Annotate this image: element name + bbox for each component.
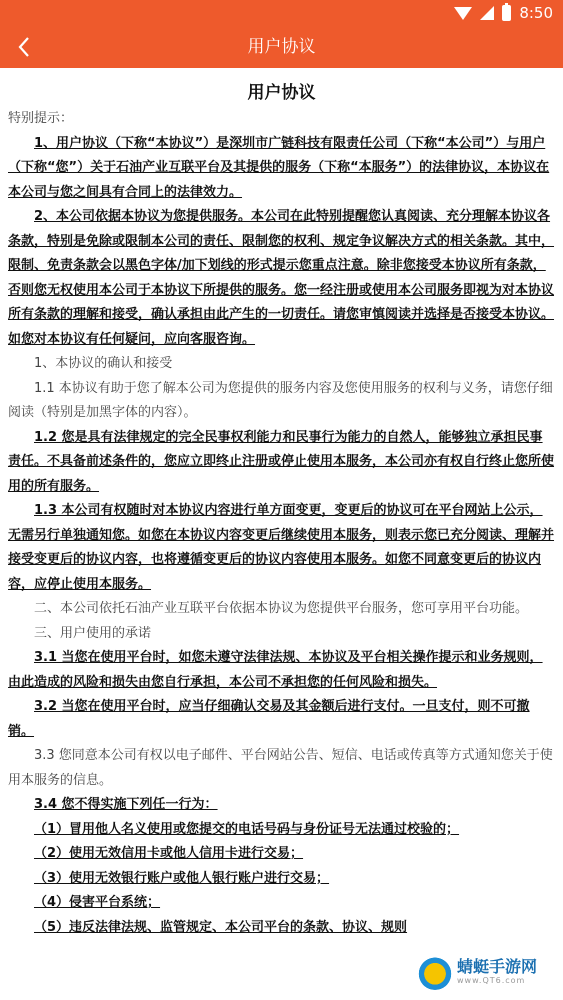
signal-icon <box>480 6 494 20</box>
agreement-paragraph: 2、本公司依据本协议为您提供服务。本公司在此特别提醒您认真阅读、充分理解本协议各条款，特别是免除或限制本公司的责任、限制您的权利、规定争议解决方式的相关条款。其中，限制、免责条款会以黑色字体/加下划线的形式提示您重点注意。除非您接受本协议所有条款，否则您无权使用本公司于本协议下所提供的服务。您一经注册或使用本公司服务即视为对本协议所有条款的理解和接受，确认承担由此产生的一切责任。请您审慎阅读并选择是否接受本协议。如您对本协议有任何疑问，应向客服咨询。 <box>8 209 555 347</box>
agreement-content[interactable] <box>0 68 563 1000</box>
agreement-paragraph: 1.3 本公司有权随时对本协议内容进行单方面变更，变更后的协议可在平台网站上公示，无需另行单独通知您。如您在本协议内容变更后继续使用本服务，则表示您已充分阅读、理解并接受变更后的协议内容，也将遵循变更后的协议内容使用本服务。如您不同意变更后的协议内容，应停止使用本服务。 <box>8 503 555 592</box>
status-bar <box>0 0 563 26</box>
agreement-paragraph: 1、本协议的确认和接受 <box>34 356 173 371</box>
agreement-paragraph: （2）使用无效信用卡或他人信用卡进行交易； <box>34 846 304 861</box>
agreement-paragraph: 3.2 当您在使用平台时，应当仔细确认交易及其金额后进行支付。一旦支付，则不可撤销。 <box>8 699 530 739</box>
agreement-paragraph: （1）冒用他人名义使用或您提交的电话号码与身份证号无法通过校验的； <box>34 821 460 837</box>
agreement-paragraph: 特别提示： <box>8 111 74 126</box>
watermark-url: www.QT6.com <box>457 976 526 985</box>
status-time: 8:50 <box>519 4 553 22</box>
agreement-paragraph: 3.4 您不得实施下列任一行为： <box>34 797 218 812</box>
agreement-paragraph: （5）违反法律法规、监管规定、本公司平台的条款、协议、规则 <box>34 919 408 935</box>
agreement-paragraph: 1.1 本协议有助于您了解本公司为您提供的服务内容及您使用服务的权利与义务，请您仔细阅读（特别是加黑字体的内容）。 <box>8 380 553 420</box>
battery-icon <box>502 5 511 21</box>
agreement-paragraph: 3.1 当您在使用平台时，如您未遵守法律法规、本协议及平台相关操作提示和业务规则，由此造成的风险和损失由您自行承担，本公司不承担您的任何风险和损失。 <box>8 650 543 690</box>
app-bar <box>0 26 563 68</box>
document-title: 用户协议 <box>247 83 316 103</box>
watermark-name: 蜻蜓手游网 <box>457 957 538 976</box>
wifi-icon <box>454 7 472 20</box>
page-title: 用户协议 <box>247 37 316 57</box>
agreement-paragraph: （4）侵害平台系统； <box>34 895 161 910</box>
agreement-paragraph: （3）使用无效银行账户或他人银行账户进行交易； <box>34 870 330 886</box>
dragonfly-logo-icon <box>417 954 453 990</box>
agreement-paragraph: 1、用户协议（下称“本协议”）是深圳市广链科技有限责任公司（下称“本公司”）与用户（下称“您”）关于石油产业互联平台及其提供的服务（下称“本服务”）的法律协议，本协议在本公司与您之间具有合同上的法律效力。 <box>8 135 550 200</box>
agreement-paragraph: 3.3 您同意本公司有权以电子邮件、平台网站公告、短信、电话或传真等方式通知您关于使用本服务的信息。 <box>8 748 553 788</box>
paragraph-list <box>8 107 555 940</box>
watermark <box>417 952 557 992</box>
agreement-paragraph: 1.2 您是具有法律规定的完全民事权利能力和民事行为能力的自然人，能够独立承担民事责任。不具备前述条件的，您应立即终止注册或停止使用本服务，本公司亦有权自行终止您所使用的所有服务。 <box>8 429 555 494</box>
agreement-paragraph: 二、本公司依托石油产业互联平台依据本协议为您提供平台服务，您可享用平台功能。 <box>34 601 529 616</box>
agreement-paragraph: 三、用户使用的承诺 <box>34 625 152 641</box>
status-icons <box>454 3 553 23</box>
